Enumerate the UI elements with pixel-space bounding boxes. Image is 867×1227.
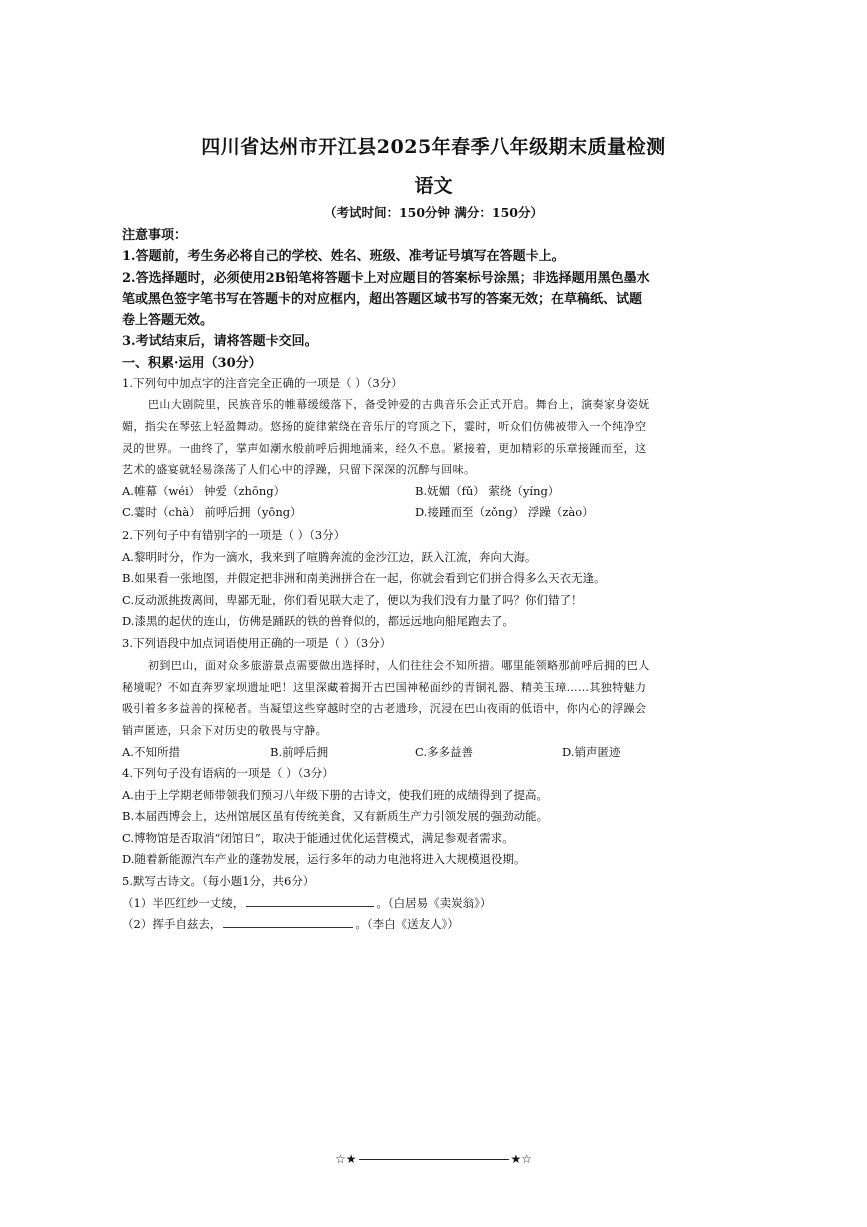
q1-passage-line: 灵的世界。一曲终了，掌声如潮水般前呼后拥地涌来，经久不息。紧接着，更加精彩的乐章接踵而至，这 xyxy=(122,442,647,455)
q4-option-b: B.本届西博会上，达州馆展区虽有传统美食，又有新质生产力引领发展的强劲动能。 xyxy=(122,809,549,823)
q5-item-2-suffix: 。（李白《送友人》） xyxy=(355,917,459,931)
section-1-heading: 一、积累·运用（30分） xyxy=(122,356,262,371)
q1-passage-line: 艺术的盛宴就轻易涤荡了人们心中的浮躁，只留下深深的沉醉与回味。 xyxy=(122,463,476,476)
q2-option-c: C.反动派挑拨离间，卑鄙无耻，你们看见联大走了，便以为我们没有力量了吗？你们错了！ xyxy=(122,593,583,607)
q2-option-a: A.黎明时分，作为一滴水，我来到了喧腾奔流的金沙江边，跃入江流，奔向大海。 xyxy=(122,550,537,564)
answer-blank[interactable] xyxy=(223,916,353,928)
subject-title: 语文 xyxy=(414,175,453,197)
q5-item-1 xyxy=(122,895,491,911)
q3-passage-line: 秘境呢？不如直奔罗家坝遗址吧！这里深藏着揭开古巴国神秘面纱的青铜礼器、精美玉璋……其独特魅力 xyxy=(122,681,647,694)
q5-item-2 xyxy=(122,916,459,932)
q3-option-c: C.多多益善 xyxy=(415,745,474,759)
q1-passage-line: 巴山大剧院里，民族音乐的帷幕缓缓落下，备受钟爱的古典音乐会正式开启。舞台上，演奏家身姿妩 xyxy=(148,398,650,411)
q1-passage-line: 媚，指尖在琴弦上轻盈舞动。悠扬的旋律萦绕在音乐厅的穹顶之下，霎时，听众们仿佛被带入一个纯净空 xyxy=(122,420,647,433)
q2-option-d: D.漆黑的起伏的连山，仿佛是踊跃的铁的兽脊似的，都远远地向船尾跑去了。 xyxy=(122,614,514,628)
note-3: 3.考试结束后，请将答题卡交回。 xyxy=(122,334,318,349)
q1-option-c: C.霎时（chà） 前呼后拥（yōng） xyxy=(122,505,302,519)
q3-option-b: B.前呼后拥 xyxy=(270,745,329,759)
q3-passage-line: 初到巴山，面对众多旅游景点需要做出选择时，人们往往会不知所措。哪里能领略那前呼后拥的巴人 xyxy=(148,659,650,672)
q5-item-1-suffix: 。（白居易《卖炭翁》） xyxy=(376,896,492,910)
q2-option-b: B.如果看一张地图，并假定把非洲和南美洲拼合在一起，你就会看到它们拼合得多么天衣无逢。 xyxy=(122,571,606,585)
note-2-line-3: 卷上答题无效。 xyxy=(122,313,214,328)
q3-option-d: D.销声匿迹 xyxy=(562,745,621,759)
q1-option-b: B.妩媚（fǔ） 萦绕（yíng） xyxy=(415,484,560,498)
q3-option-a: A.不知所措 xyxy=(122,745,180,759)
q3-passage-line: 销声匿迹，只余下对历史的敬畏与守静。 xyxy=(122,724,328,737)
q4-option-d: D.随着新能源汽车产业的蓬勃发展，运行多年的动力电池将进入大规模退役期。 xyxy=(122,852,526,866)
q1-option-a: A.帷幕（wéi） 钟爱（zhōng） xyxy=(122,484,286,498)
note-2-line-1: 2.答选择题时，必须使用2B铅笔将答题卡上对应题目的答案标号涂黑；非选择题用黑色墨水 xyxy=(122,271,650,286)
q5-item-2-prefix: （2）挥手自兹去， xyxy=(122,917,222,931)
star-icon: ★☆ xyxy=(510,1152,533,1166)
q4-option-a: A.由于上学期老师带领我们预习八年级下册的古诗文，使我们班的成绩得到了提高。 xyxy=(122,788,548,802)
exam-title: 四川省达州市开江县2025年春季八年级期末质量检测 xyxy=(201,136,666,158)
q4-option-c: C.博物馆是否取消“闭馆日”，取决于能通过优化运营模式，满足参观者需求。 xyxy=(122,831,514,845)
star-icon: ☆★ xyxy=(334,1152,357,1166)
q1-option-d: D.接踵而至（zǒng） 浮躁（zào） xyxy=(415,505,594,519)
q2-stem: 2.下列句子中有错别字的一项是（ ）（3分） xyxy=(122,528,346,542)
q3-passage-line: 吸引着多多益善的探秘者。当凝望这些穿越时空的古老遗珍，沉浸在巴山夜雨的低语中，你内心的浮躁会 xyxy=(122,702,647,715)
answer-blank[interactable] xyxy=(246,895,374,907)
q5-item-1-prefix: （1）半匹红纱一丈绫， xyxy=(122,896,245,910)
note-1: 1.答题前，考生务必将自己的学校、姓名、班级、准考证号填写在答题卡上。 xyxy=(122,249,565,264)
note-2-line-2: 笔或黑色签字笔书写在答题卡的对应框内，超出答题区域书写的答案无效；在草稿纸、试题 xyxy=(122,292,643,307)
q3-stem: 3.下列语段中加点词语使用正确的一项是（ ）（3分） xyxy=(122,636,392,650)
q4-stem: 4.下列句子没有语病的一项是（ ）（3分） xyxy=(122,766,334,780)
q1-stem: 1.下列句中加点字的注音完全正确的一项是（ ）（3分） xyxy=(122,376,403,390)
exam-info: （考试时间：150分钟 满分：150分） xyxy=(323,205,544,220)
q5-stem: 5.默写古诗文。（每小题1分，共6分） xyxy=(122,874,315,888)
notes-heading: 注意事项： xyxy=(122,228,188,243)
footer-divider xyxy=(359,1159,509,1160)
page-footer xyxy=(0,1152,867,1166)
